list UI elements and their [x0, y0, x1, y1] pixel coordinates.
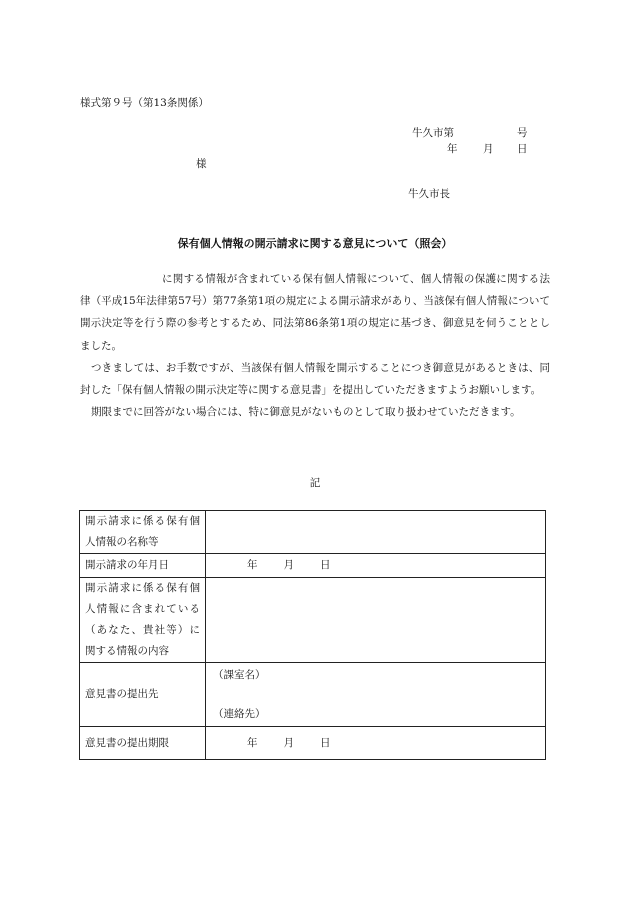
row-label-text: 意見書の提出期限: [85, 736, 169, 749]
body-text: [80, 268, 550, 423]
row-label: [80, 578, 206, 663]
table-row: [80, 511, 546, 554]
spacer: [211, 686, 540, 704]
form-number: 様式第９号（第13条関係）: [80, 97, 209, 109]
year-label: 年: [247, 736, 258, 749]
month-label: 月: [283, 736, 294, 749]
year-label: 年: [247, 559, 258, 571]
row-label: [80, 554, 206, 578]
document-title: 保有個人情報の開示請求に関する意見について（照会）: [177, 237, 453, 250]
month-label: 月: [283, 559, 294, 571]
row-label-text: 意見書の提出先: [85, 688, 159, 700]
addressee-suffix: 様: [196, 158, 207, 170]
table-row: [80, 663, 546, 727]
row-value: [206, 554, 546, 578]
table-row: [80, 578, 546, 663]
contact-label: （連絡先）: [213, 707, 266, 720]
row-label: [80, 511, 206, 554]
row-value: [206, 511, 546, 554]
row-value: [206, 663, 546, 727]
day-label: 日: [320, 559, 331, 571]
document-number-suffix: 号: [517, 127, 528, 139]
date-year-label: 年: [447, 143, 458, 155]
date-month-label: 月: [483, 143, 494, 155]
date-day-label: 日: [517, 143, 528, 155]
row-label-text: 開示請求に係る保有個人情報の名称等: [85, 515, 200, 548]
row-label-text: 開示請求の年月日: [85, 559, 169, 571]
row-label-text: 開示請求に係る保有個人情報に含まれている（あなた、貴社等）に関する情報の内容: [85, 582, 200, 657]
sender: 牛久市長: [408, 188, 450, 200]
ki-heading: 記: [309, 477, 321, 489]
row-label: [80, 727, 206, 760]
table-row: [80, 554, 546, 578]
row-label: [80, 663, 206, 727]
row-value: [206, 727, 546, 760]
body-paragraph-1: に関する情報が含まれている保有個人情報について、個人情報の保護に関する法律（平成15年法律第57号）第77条第1項の規定による開示請求があり、当該保有個人情報について開示決定等を行う際の参考とするため、同法第86条第1項の規定に基づき、御意見を伺うこととしました。: [80, 273, 550, 352]
row-value: [206, 578, 546, 663]
body-paragraph-3: 期限までに回答がない場合には、特に御意見がないものとして取り扱わせていただきます。: [91, 406, 521, 419]
details-table: [79, 510, 546, 760]
table-row: [80, 727, 546, 760]
document-number-prefix: 牛久市第: [412, 127, 454, 139]
body-paragraph-2: つきましては、お手数ですが、当該保有個人情報を開示することにつき御意見があるときは、同封した「保有個人情報の開示決定等に関する意見書」を提出していただきますようお願いします。: [80, 361, 550, 397]
day-label: 日: [320, 736, 331, 749]
section-name-label: （課室名）: [213, 668, 266, 681]
